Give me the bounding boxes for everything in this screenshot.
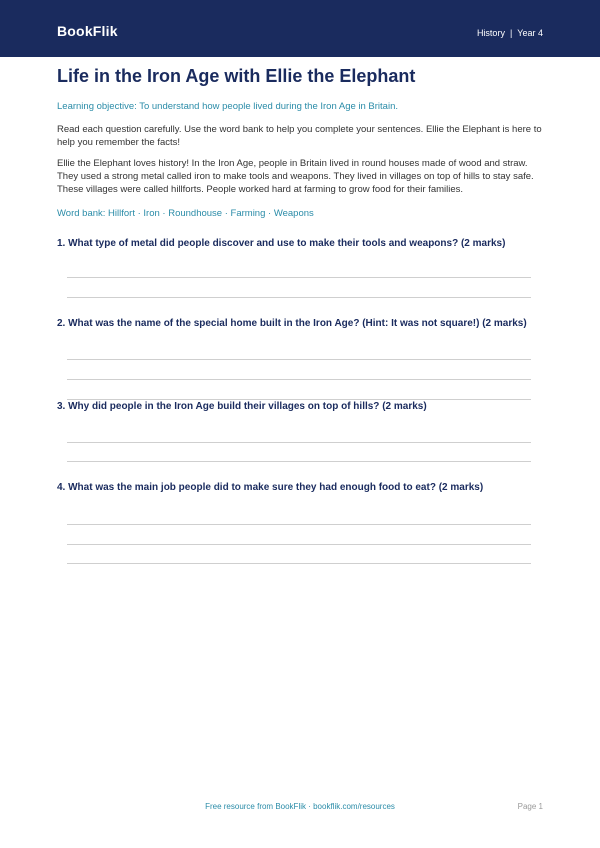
question-text: 2. What was the name of the special home built in the Iron Age? (Hint: It was not square!) (2 marks) xyxy=(57,318,527,329)
page-title: Life in the Iron Age with Ellie the Elephant xyxy=(57,66,416,86)
question-4 xyxy=(57,481,543,564)
word-bank: Word bank: Hillfort · Iron · Roundhouse · Farming · Weapons xyxy=(57,208,314,219)
page-number: Page 1 xyxy=(517,802,543,811)
subject-label: History xyxy=(476,28,505,38)
question-1 xyxy=(57,237,543,298)
answer-line[interactable] xyxy=(67,563,531,564)
subject-year-label xyxy=(477,27,543,39)
answer-line[interactable] xyxy=(67,461,531,462)
questions-list xyxy=(57,237,543,564)
question-2 xyxy=(57,317,543,400)
question-text: 1. What type of metal did people discover and use to make their tools and weapons? (2 marks) xyxy=(57,238,506,249)
brand-logo[interactable]: BookFlik xyxy=(57,23,118,39)
year-label: Year 4 xyxy=(517,28,543,38)
question-3 xyxy=(57,400,543,462)
instructions-text: Read each question carefully. Use the word bank to help you complete your sentences. Ellie the Elephant is here to help you remember the facts! xyxy=(57,124,542,148)
footer-resource-link[interactable]: Free resource from BookFlik · bookflik.com/resources xyxy=(205,802,395,811)
learning-objective: Learning objective: To understand how people lived during the Iron Age in Britain. xyxy=(57,101,398,112)
question-text: 4. What was the main job people did to make sure they had enough food to eat? (2 marks) xyxy=(57,482,484,493)
story-text: Ellie the Elephant loves history! In the Iron Age, people in Britain lived in round houses made of wood and straw. They used a strong metal called iron to make tools and weapons. They lived in villages on top of hills to stay safe. These villages were called hillforts. People worked hard at farming to grow food for their families. xyxy=(57,158,534,195)
header-separator: | xyxy=(509,28,513,38)
header-bar xyxy=(0,0,600,57)
answer-line[interactable] xyxy=(67,297,531,298)
worksheet-content xyxy=(57,64,543,564)
question-text: 3. Why did people in the Iron Age build their villages on top of hills? (2 marks) xyxy=(57,401,427,412)
